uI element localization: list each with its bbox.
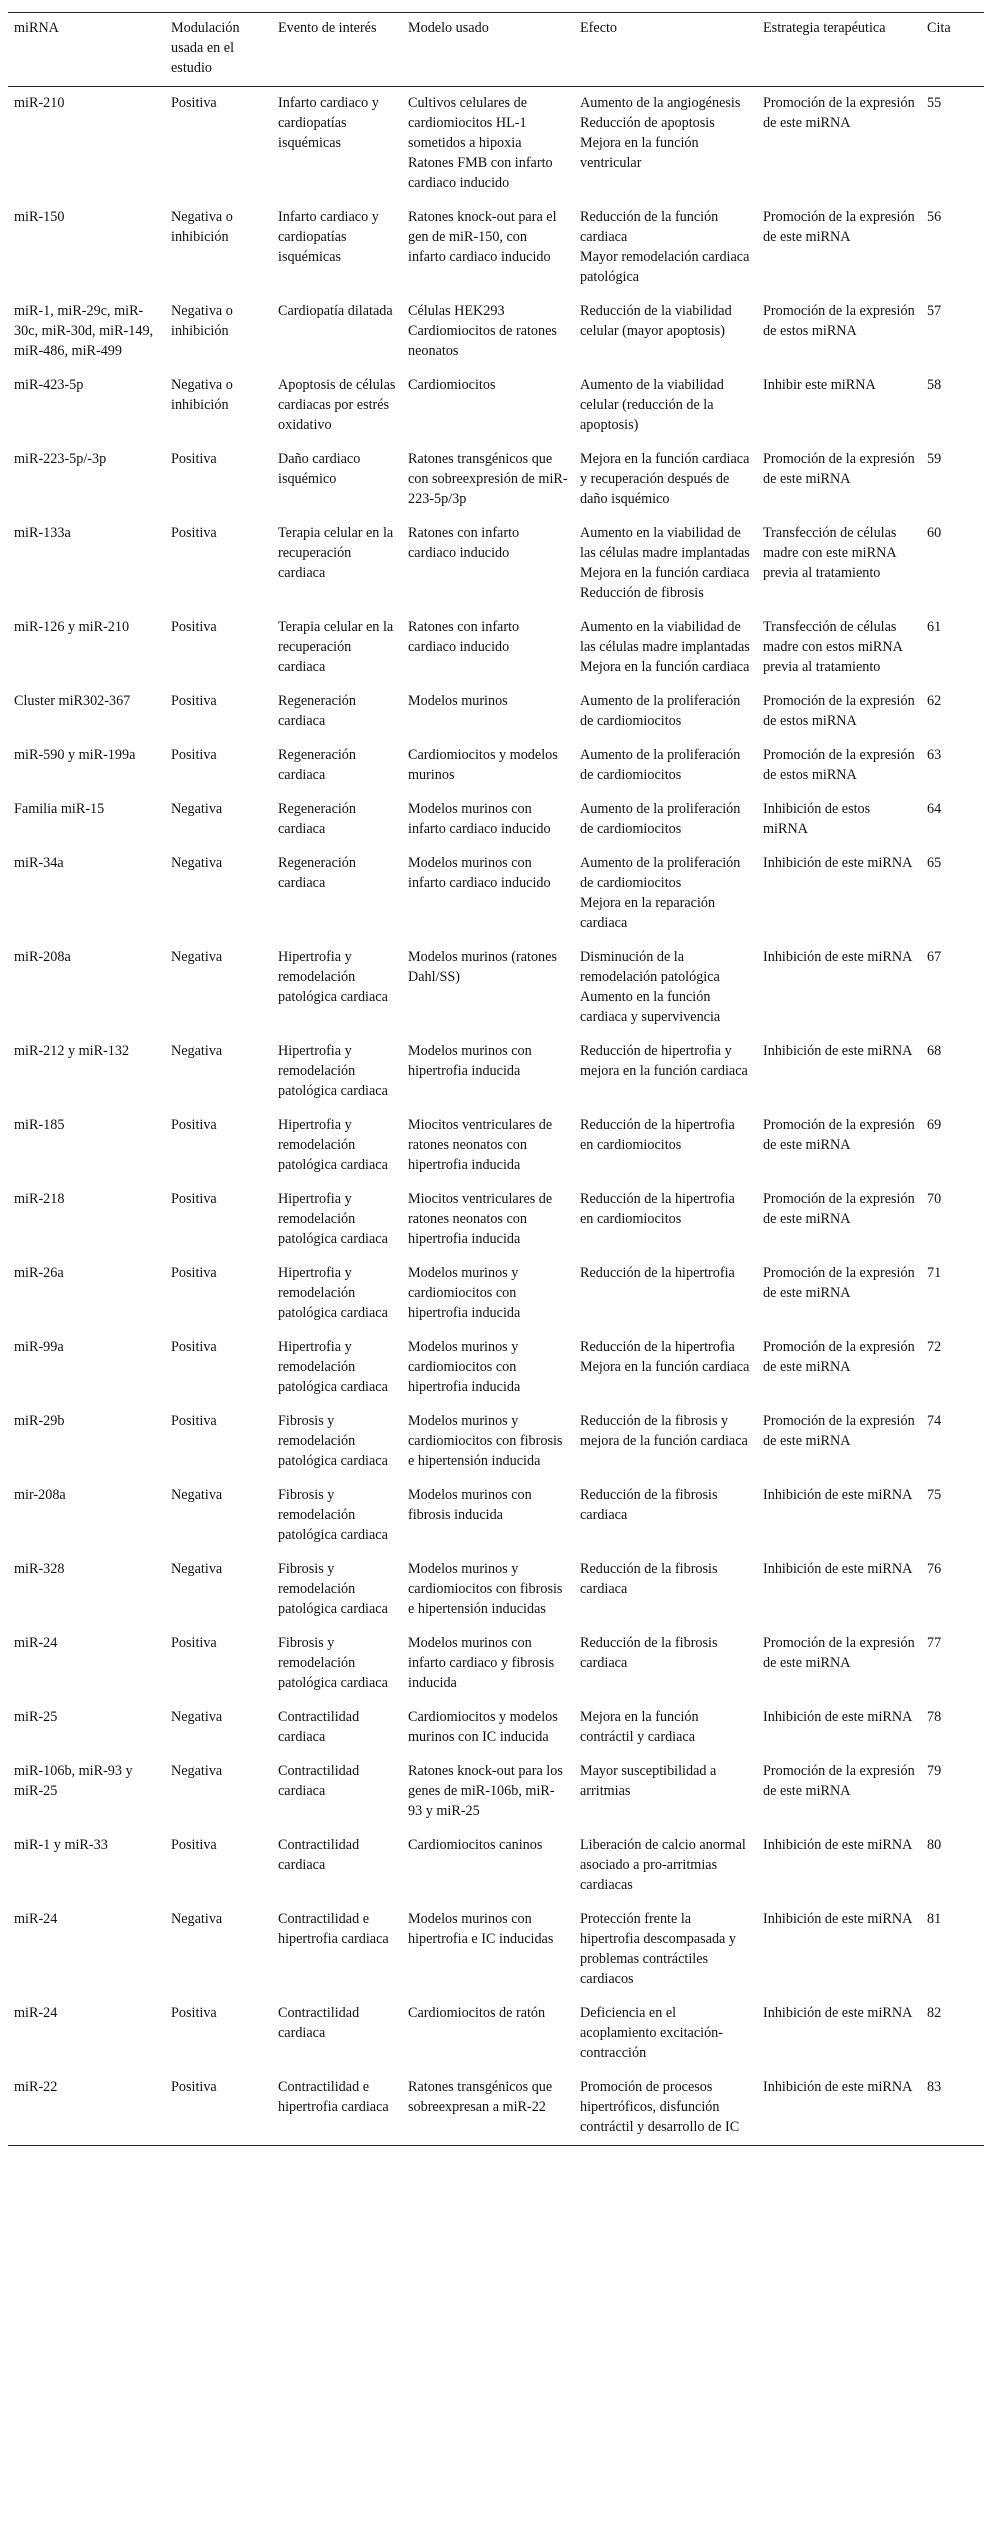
cell-cita: 77 — [927, 1635, 942, 1651]
cell-modelo — [402, 1035, 574, 1109]
cell-efecto-line: Aumento en la viabilidad de las células madre implantadas — [580, 619, 750, 655]
cell-mirna: miR-99a — [14, 1339, 64, 1355]
cell-evento: Contractilidad cardiaca — [278, 2005, 360, 2041]
cell-modelo-line: Modelos murinos y cardiomiocitos con fibrosis e hipertensión inducida — [408, 1413, 563, 1469]
cell-efecto — [574, 1997, 757, 2071]
cell-modelo — [402, 1553, 574, 1627]
table-row — [8, 1109, 984, 1183]
cell-efecto — [574, 1627, 757, 1701]
cell-modelo — [402, 1331, 574, 1405]
cell-evento: Fibrosis y remodelación patológica cardiaca — [278, 1413, 388, 1469]
cell-mirna: Cluster miR302-367 — [14, 693, 131, 709]
cell-cita: 74 — [927, 1413, 942, 1429]
cell-modelo — [402, 443, 574, 517]
cell-evento: Terapia celular en la recuperación cardiaca — [278, 525, 394, 581]
cell-estrategia: Promoción de la expresión de este miRNA — [763, 1635, 915, 1671]
cell-estrategia: Inhibición de este miRNA — [763, 2005, 913, 2021]
cell-modelo-line: Modelos murinos con hipertrofia e IC inducidas — [408, 1911, 554, 1947]
table-row — [8, 793, 984, 847]
cell-modelo — [402, 87, 574, 202]
cell-evento: Hipertrofia y remodelación patológica cardiaca — [278, 949, 388, 1005]
cell-efecto — [574, 1257, 757, 1331]
table-row — [8, 941, 984, 1035]
cell-mirna: miR-150 — [14, 209, 65, 225]
table-row — [8, 2071, 984, 2146]
table-row — [8, 685, 984, 739]
table-row — [8, 1997, 984, 2071]
cell-estrategia: Promoción de la expresión de este miRNA — [763, 1191, 915, 1227]
cell-efecto-line: Reducción de la viabilidad celular (mayor apoptosis) — [580, 303, 732, 339]
cell-modelo-line: Modelos murinos con hipertrofia inducida — [408, 1043, 532, 1079]
cell-efecto — [574, 201, 757, 295]
cell-efecto — [574, 1755, 757, 1829]
cell-modulacion: Positiva — [171, 1635, 217, 1651]
cell-efecto-line: Liberación de calcio anormal asociado a pro-arritmias cardiacas — [580, 1837, 746, 1893]
cell-cita: 67 — [927, 949, 942, 965]
cell-efecto — [574, 1109, 757, 1183]
cell-evento: Hipertrofia y remodelación patológica cardiaca — [278, 1339, 388, 1395]
cell-modulacion: Positiva — [171, 1339, 217, 1355]
cell-estrategia: Inhibición de estos miRNA — [763, 801, 871, 837]
header-estrategia: Estrategia terapéutica — [757, 13, 921, 87]
header-mirna: miRNA — [8, 13, 165, 87]
cell-estrategia: Inhibición de este miRNA — [763, 1709, 913, 1725]
cell-estrategia: Inhibición de este miRNA — [763, 1561, 913, 1577]
cell-efecto-line: Reducción de fibrosis — [580, 585, 704, 601]
cell-modulacion: Negativa — [171, 1763, 223, 1779]
cell-modelo-line: Ratones knock-out para los genes de miR-106b, miR-93 y miR-25 — [408, 1763, 563, 1819]
cell-modelo — [402, 1997, 574, 2071]
cell-modulacion: Positiva — [171, 2005, 217, 2021]
cell-cita: 81 — [927, 1911, 942, 1927]
cell-efecto-line: Aumento de la proliferación de cardiomiocitos — [580, 693, 741, 729]
cell-cita: 79 — [927, 1763, 942, 1779]
cell-efecto-line: Reducción de hipertrofia y mejora en la función cardiaca — [580, 1043, 748, 1079]
table-row — [8, 1701, 984, 1755]
cell-cita: 78 — [927, 1709, 942, 1725]
cell-cita: 62 — [927, 693, 942, 709]
cell-modelo — [402, 847, 574, 941]
cell-cita: 61 — [927, 619, 942, 635]
cell-mirna: miR-1, miR-29c, miR-30c, miR-30d, miR-149, miR-486, miR-499 — [14, 303, 154, 359]
cell-evento: Infarto cardiaco y cardiopatías isquémicas — [278, 209, 379, 265]
cell-efecto-line: Reducción de la fibrosis cardiaca — [580, 1487, 718, 1523]
table-row — [8, 1903, 984, 1997]
cell-estrategia: Promoción de la expresión de estos miRNA — [763, 303, 915, 339]
cell-cita: 76 — [927, 1561, 942, 1577]
cell-modelo — [402, 1903, 574, 1997]
cell-mirna: miR-210 — [14, 95, 65, 111]
cell-estrategia: Inhibición de este miRNA — [763, 855, 913, 871]
cell-mirna: miR-24 — [14, 1911, 58, 1927]
cell-efecto — [574, 295, 757, 369]
cell-modelo-line: Ratones con infarto cardiaco inducido — [408, 525, 520, 561]
cell-evento: Contractilidad cardiaca — [278, 1763, 360, 1799]
cell-efecto-line: Disminución de la remodelación patológica — [580, 949, 720, 985]
cell-mirna: miR-24 — [14, 1635, 58, 1651]
cell-modulacion: Negativa — [171, 1561, 223, 1577]
cell-efecto-line: Aumento de la proliferación de cardiomiocitos — [580, 855, 741, 891]
cell-modelo-line: Miocitos ventriculares de ratones neonatos con hipertrofia inducida — [408, 1191, 553, 1247]
cell-modelo-line: Modelos murinos con infarto cardiaco y fibrosis inducida — [408, 1635, 555, 1691]
cell-estrategia: Promoción de la expresión de este miRNA — [763, 1763, 915, 1799]
cell-efecto — [574, 517, 757, 611]
cell-efecto-line: Reducción de la hipertrofia — [580, 1339, 735, 1355]
cell-mirna: miR-328 — [14, 1561, 65, 1577]
cell-modelo-line: Miocitos ventriculares de ratones neonatos con hipertrofia inducida — [408, 1117, 553, 1173]
cell-efecto — [574, 2071, 757, 2146]
cell-modelo — [402, 1183, 574, 1257]
cell-modelo-line: Cardiomiocitos y modelos murinos — [408, 747, 558, 783]
cell-estrategia: Inhibición de este miRNA — [757, 2071, 921, 2146]
cell-mirna: miR-212 y miR-132 — [14, 1043, 130, 1059]
cell-efecto — [574, 1479, 757, 1553]
cell-estrategia: Promoción de la expresión de este miRNA — [763, 1413, 915, 1449]
cell-efecto — [574, 941, 757, 1035]
cell-modelo — [402, 1405, 574, 1479]
cell-efecto — [574, 793, 757, 847]
cell-modulacion: Positiva — [165, 2071, 272, 2146]
cell-efecto — [574, 1183, 757, 1257]
cell-modulacion: Negativa — [171, 855, 223, 871]
cell-cita: 60 — [927, 525, 942, 541]
cell-cita: 56 — [927, 209, 942, 225]
cell-modulacion: Negativa o inhibición — [171, 377, 233, 413]
cell-estrategia: Promoción de la expresión de este miRNA — [763, 1265, 915, 1301]
cell-mirna: miR-106b, miR-93 y miR-25 — [14, 1763, 133, 1799]
cell-modelo-line: Modelos murinos con fibrosis inducida — [408, 1487, 532, 1523]
cell-evento: Contractilidad cardiaca — [278, 1709, 360, 1745]
cell-evento: Daño cardiaco isquémico — [278, 451, 361, 487]
cell-modelo — [402, 1829, 574, 1903]
cell-evento: Regeneración cardiaca — [278, 693, 356, 729]
cell-estrategia: Inhibición de este miRNA — [763, 1911, 913, 1927]
cell-modulacion: Negativa — [171, 1487, 223, 1503]
cell-efecto-line: Aumento de la angiogénesis — [580, 95, 741, 111]
cell-mirna: miR-34a — [14, 855, 64, 871]
cell-estrategia: Transfección de células madre con este miRNA previa al tratamiento — [763, 525, 897, 581]
cell-modelo-line: Ratones knock-out para el gen de miR-150, con infarto cardiaco inducido — [408, 209, 557, 265]
cell-mirna: miR-185 — [14, 1117, 65, 1133]
cell-efecto-line: Aumento de la viabilidad celular (reducción de la apoptosis) — [580, 377, 724, 433]
cell-efecto — [574, 1331, 757, 1405]
cell-mirna: miR-26a — [14, 1265, 64, 1281]
cell-modelo — [402, 369, 574, 443]
cell-estrategia: Promoción de la expresión de este miRNA — [763, 451, 915, 487]
cell-evento: Hipertrofia y remodelación patológica cardiaca — [278, 1191, 388, 1247]
cell-mirna: miR-223-5p/-3p — [14, 451, 107, 467]
cell-modelo — [402, 517, 574, 611]
cell-evento: Fibrosis y remodelación patológica cardiaca — [278, 1635, 388, 1691]
cell-estrategia: Promoción de la expresión de este miRNA — [763, 209, 915, 245]
cell-modulacion: Negativa — [171, 949, 223, 965]
cell-modelo-line: Modelos murinos con infarto cardiaco inducido — [408, 801, 551, 837]
cell-modulacion: Positiva — [171, 747, 217, 763]
cell-modelo-line: Ratones transgénicos que con sobreexpresión de miR-223-5p/3p — [408, 451, 568, 507]
table-row — [8, 87, 984, 202]
cell-efecto — [574, 611, 757, 685]
cell-modulacion: Positiva — [171, 1837, 217, 1853]
cell-evento: Terapia celular en la recuperación cardiaca — [278, 619, 394, 675]
cell-modelo-line: Ratones con infarto cardiaco inducido — [408, 619, 520, 655]
header-row — [8, 13, 984, 87]
cell-efecto-line: Reducción de la hipertrofia en cardiomiocitos — [580, 1191, 735, 1227]
cell-cita: 55 — [927, 95, 942, 111]
cell-modelo-line: Cardiomiocitos de ratones neonatos — [408, 323, 557, 359]
cell-modelo — [402, 941, 574, 1035]
cell-evento: Contractilidad e hipertrofia cardiaca — [272, 2071, 402, 2146]
cell-estrategia: Inhibir este miRNA — [763, 377, 876, 393]
cell-modelo — [402, 1701, 574, 1755]
cell-efecto — [574, 685, 757, 739]
cell-evento: Infarto cardiaco y cardiopatías isquémicas — [278, 95, 379, 151]
cell-modulacion: Positiva — [171, 451, 217, 467]
cell-modelo — [402, 611, 574, 685]
cell-modelo — [402, 793, 574, 847]
cell-evento: Fibrosis y remodelación patológica cardiaca — [278, 1487, 388, 1543]
cell-modelo-line: Modelos murinos y cardiomiocitos con hipertrofia inducida — [408, 1339, 521, 1395]
table-row — [8, 1405, 984, 1479]
cell-efecto-line: Mejora en la función contráctil y cardiaca — [580, 1709, 699, 1745]
cell-modelo-line: Cultivos celulares de cardiomiocitos HL-1 sometidos a hipoxia — [408, 95, 527, 151]
cell-efecto — [574, 1903, 757, 1997]
cell-cita: 59 — [927, 451, 942, 467]
cell-efecto-line: Protección frente la hipertrofia descompasada y problemas contráctiles cardiacos — [580, 1911, 737, 1987]
cell-modelo — [402, 1257, 574, 1331]
cell-evento: Regeneración cardiaca — [278, 801, 356, 837]
table-row — [8, 739, 984, 793]
cell-efecto-line: Reducción de la hipertrofia — [580, 1265, 735, 1281]
cell-mirna: miR-22 — [8, 2071, 165, 2146]
cell-modelo — [402, 1479, 574, 1553]
table-row — [8, 517, 984, 611]
cell-mirna: miR-208a — [14, 949, 71, 965]
cell-efecto — [574, 1405, 757, 1479]
cell-efecto-line: Mejora en la función ventricular — [580, 135, 699, 171]
header-cita: Cita — [921, 13, 984, 87]
cell-modelo — [402, 295, 574, 369]
cell-mirna: miR-126 y miR-210 — [14, 619, 130, 635]
cell-efecto-line: Mejora en la reparación cardiaca — [580, 895, 716, 931]
header-modulacion: Modulación usada en el estudio — [165, 13, 272, 87]
cell-modelo-line: Modelos murinos (ratones Dahl/SS) — [408, 949, 557, 985]
cell-evento: Hipertrofia y remodelación patológica cardiaca — [278, 1043, 388, 1099]
cell-modulacion: Negativa — [171, 1043, 223, 1059]
cell-evento: Contractilidad cardiaca — [278, 1837, 360, 1873]
cell-mirna: miR-590 y miR-199a — [14, 747, 136, 763]
cell-modelo — [402, 739, 574, 793]
cell-efecto — [574, 369, 757, 443]
mirna-table — [8, 12, 984, 2146]
cell-cita: 70 — [927, 1191, 942, 1207]
cell-modelo — [402, 1755, 574, 1829]
cell-modelo-line: Modelos murinos — [408, 693, 508, 709]
cell-modelo — [402, 685, 574, 739]
cell-mirna: miR-24 — [14, 2005, 58, 2021]
cell-efecto-line: Aumento en la función cardiaca y supervivencia — [580, 989, 721, 1025]
cell-efecto-line: Mejora en la función cardiaca — [580, 1359, 750, 1375]
cell-efecto-line: Aumento en la viabilidad de las células madre implantadas — [580, 525, 750, 561]
mirna-table-container — [8, 12, 984, 2146]
cell-modelo — [402, 201, 574, 295]
cell-efecto-line: Mejora en la función cardiaca y recuperación después de daño isquémico — [580, 451, 750, 507]
cell-estrategia: Promoción de la expresión de estos miRNA — [763, 747, 915, 783]
cell-cita: 80 — [927, 1837, 942, 1853]
cell-modelo-line: Modelos murinos y cardiomiocitos con fibrosis e hipertensión inducidas — [408, 1561, 563, 1617]
cell-efecto-line: Reducción de la hipertrofia en cardiomiocitos — [580, 1117, 735, 1153]
table-row — [8, 443, 984, 517]
cell-mirna: miR-1 y miR-33 — [14, 1837, 108, 1853]
table-row — [8, 295, 984, 369]
cell-modelo-line: Ratones transgénicos que sobreexpresan a miR-22 — [408, 2079, 553, 2115]
cell-modulacion: Positiva — [171, 1191, 217, 1207]
cell-mirna: miR-218 — [14, 1191, 65, 1207]
cell-efecto-line: Mayor susceptibilidad a arritmias — [580, 1763, 717, 1799]
cell-efecto-line: Reducción de la fibrosis cardiaca — [580, 1635, 718, 1671]
cell-modulacion: Positiva — [171, 525, 217, 541]
cell-mirna: miR-29b — [14, 1413, 65, 1429]
table-body — [8, 87, 984, 2146]
cell-modelo-line: Modelos murinos y cardiomiocitos con hipertrofia inducida — [408, 1265, 521, 1321]
table-row — [8, 1627, 984, 1701]
cell-evento: Hipertrofia y remodelación patológica cardiaca — [278, 1265, 388, 1321]
cell-modulacion: Negativa — [171, 1911, 223, 1927]
cell-efecto-line: Reducción de la función cardiaca — [580, 209, 719, 245]
header-evento: Evento de interés — [272, 13, 402, 87]
cell-modulacion: Positiva — [171, 1265, 217, 1281]
table-row — [8, 1479, 984, 1553]
cell-modelo-line: Cardiomiocitos de ratón — [408, 2005, 546, 2021]
cell-estrategia: Promoción de la expresión de este miRNA — [763, 95, 915, 131]
cell-efecto-line: Mayor remodelación cardiaca patológica — [580, 249, 750, 285]
cell-efecto-line: Aumento de la proliferación de cardiomiocitos — [580, 801, 741, 837]
table-row — [8, 1331, 984, 1405]
cell-evento: Contractilidad e hipertrofia cardiaca — [278, 1911, 389, 1947]
table-row — [8, 1553, 984, 1627]
cell-evento: Hipertrofia y remodelación patológica cardiaca — [278, 1117, 388, 1173]
cell-estrategia: Inhibición de este miRNA — [763, 1043, 913, 1059]
cell-efecto-line: Reducción de apoptosis — [580, 115, 715, 131]
cell-modelo-line: Cardiomiocitos y modelos murinos con IC inducida — [408, 1709, 558, 1745]
cell-cita: 64 — [927, 801, 942, 817]
cell-modulacion: Positiva — [171, 693, 217, 709]
cell-mirna: miR-25 — [14, 1709, 58, 1725]
cell-modelo-line: Cardiomiocitos — [408, 377, 496, 393]
header-efecto: Efecto — [574, 13, 757, 87]
cell-mirna: miR-133a — [14, 525, 71, 541]
cell-modulacion: Positiva — [171, 619, 217, 635]
cell-modulacion: Negativa — [171, 1709, 223, 1725]
cell-modelo-line: Cardiomiocitos caninos — [408, 1837, 543, 1853]
table-row — [8, 611, 984, 685]
cell-cita: 71 — [927, 1265, 942, 1281]
table-header — [8, 13, 984, 87]
cell-estrategia: Promoción de la expresión de este miRNA — [763, 1117, 915, 1153]
cell-efecto-line: Mejora en la función cardiaca — [580, 565, 750, 581]
cell-estrategia: Inhibición de este miRNA — [763, 1837, 913, 1853]
cell-modelo-line: Células HEK293 — [408, 303, 505, 319]
table-row — [8, 1755, 984, 1829]
cell-cita: 69 — [927, 1117, 942, 1133]
cell-modulacion: Positiva — [171, 1413, 217, 1429]
cell-modulacion: Negativa o inhibición — [171, 209, 233, 245]
cell-efecto — [574, 1035, 757, 1109]
cell-efecto — [574, 87, 757, 202]
cell-modulacion: Negativa o inhibición — [171, 303, 233, 339]
cell-estrategia: Inhibición de este miRNA — [763, 949, 913, 965]
cell-modulacion: Positiva — [171, 1117, 217, 1133]
cell-efecto-line: Aumento de la proliferación de cardiomiocitos — [580, 747, 741, 783]
cell-cita: 57 — [927, 303, 942, 319]
cell-efecto-line: Promoción de procesos hipertróficos, disfunción contráctil y desarrollo de IC — [580, 2079, 740, 2135]
cell-evento: Regeneración cardiaca — [278, 855, 356, 891]
cell-efecto — [574, 739, 757, 793]
cell-mirna: miR-423-5p — [14, 377, 84, 393]
cell-cita: 58 — [927, 377, 942, 393]
cell-estrategia: Inhibición de este miRNA — [763, 1487, 913, 1503]
cell-efecto — [574, 1553, 757, 1627]
table-row — [8, 1183, 984, 1257]
cell-efecto — [574, 1829, 757, 1903]
cell-evento: Cardiopatía dilatada — [278, 303, 393, 319]
cell-estrategia: Promoción de la expresión de este miRNA — [763, 1339, 915, 1375]
cell-mirna: Familia miR-15 — [14, 801, 105, 817]
cell-cita: 75 — [927, 1487, 942, 1503]
cell-modelo-line: Ratones FMB con infarto cardiaco inducido — [408, 155, 553, 191]
cell-efecto — [574, 1701, 757, 1755]
cell-cita: 82 — [927, 2005, 942, 2021]
cell-modulacion: Positiva — [171, 95, 217, 111]
cell-modelo-line: Modelos murinos con infarto cardiaco inducido — [408, 855, 551, 891]
cell-efecto-line: Deficiencia en el acoplamiento excitación-contracción — [580, 2005, 723, 2061]
cell-cita: 83 — [921, 2071, 984, 2146]
table-row — [8, 1257, 984, 1331]
cell-estrategia: Promoción de la expresión de estos miRNA — [763, 693, 915, 729]
cell-efecto — [574, 847, 757, 941]
cell-modelo — [402, 1109, 574, 1183]
table-row — [8, 847, 984, 941]
cell-cita: 72 — [927, 1339, 942, 1355]
cell-estrategia: Transfección de células madre con estos miRNA previa al tratamiento — [763, 619, 903, 675]
cell-modelo — [402, 1627, 574, 1701]
cell-cita: 63 — [927, 747, 942, 763]
cell-efecto — [574, 443, 757, 517]
cell-evento: Apoptosis de células cardiacas por estrés oxidativo — [278, 377, 396, 433]
table-row — [8, 1035, 984, 1109]
cell-efecto-line: Reducción de la fibrosis cardiaca — [580, 1561, 718, 1597]
cell-evento: Fibrosis y remodelación patológica cardiaca — [278, 1561, 388, 1617]
cell-evento: Regeneración cardiaca — [278, 747, 356, 783]
cell-modulacion: Negativa — [171, 801, 223, 817]
table-row — [8, 369, 984, 443]
cell-efecto-line: Mejora en la función cardiaca — [580, 659, 750, 675]
cell-modelo — [402, 2071, 574, 2146]
table-row — [8, 1829, 984, 1903]
cell-cita: 68 — [927, 1043, 942, 1059]
table-row — [8, 201, 984, 295]
cell-mirna: mir-208a — [14, 1487, 66, 1503]
cell-cita: 65 — [927, 855, 942, 871]
header-modelo: Modelo usado — [402, 13, 574, 87]
cell-efecto-line: Reducción de la fibrosis y mejora de la función cardiaca — [580, 1413, 748, 1449]
